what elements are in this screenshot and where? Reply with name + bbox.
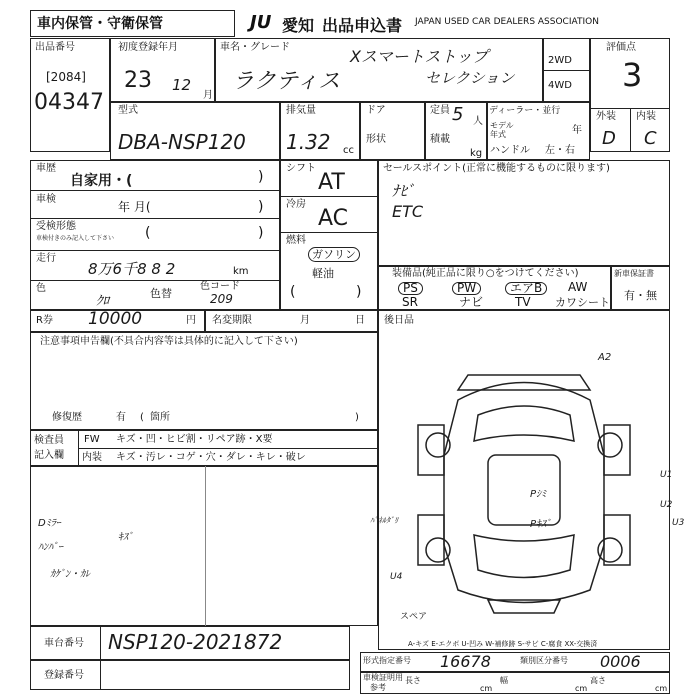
displacement-value: 1.32 [286,130,331,154]
rating-label: 評価点 [606,42,636,53]
storage-label: 車内保管・守衛保管 [37,16,163,32]
receive-label: 受検形態 [36,221,76,232]
recycle-value: 10000 [88,309,143,329]
org-name: 愛知 [282,16,315,35]
inspector-row1-head: FW [84,434,100,445]
name-change-day: 日 [355,315,365,326]
note-line2: ﾊﾝﾊﾟｰ [38,542,63,553]
displacement-label: 排気量 [286,105,316,116]
first-reg-month-unit: 月 [203,90,213,101]
shift-value: AT [318,170,345,195]
inspection-text: 年 月( [118,200,151,214]
name-change-month: 月 [300,315,310,326]
fuel-gas: ガソリン [308,247,360,262]
history-label: 車歴 [36,163,56,174]
displacement-unit: cc [343,145,354,156]
int-label: 内装 [636,111,656,122]
repair-place: 箇所 [150,412,170,423]
warranty-opts: 有・無 [624,289,657,302]
int-value: C [644,128,657,149]
spare-label: スペア [400,612,428,622]
car-grade-line1: Xスマートストップ [350,47,489,66]
capacity-unit: 人 [473,116,483,127]
capacity-value: 5 [452,104,464,125]
car-diagram [378,345,673,625]
drive-2wd: 2WD [548,55,572,66]
fuel-diesel: 軽油 [312,267,334,280]
note-line1: Dﾐﾗｰ [38,518,61,529]
car-name-label: 車名・グレード [220,42,290,53]
form-title: 出品申込書 [322,16,403,35]
capacity-label: 定員 [430,105,450,116]
storage-label-box [30,10,235,37]
equip-airbag: エアB [505,282,547,295]
lot-number: 04347 [34,90,104,115]
chassis-value: NSP120-2021872 [108,630,283,654]
inspector-label2: 記入欄 [34,450,64,461]
first-reg-year: 23 [124,68,152,93]
diagram-legend: A-キズ E-エクボ U-凹み W-補修跡 S-サビ C-腐食 XX-交換済 [408,640,598,648]
car-name-value: ラクティス [232,69,341,94]
body-size-label2: 参考 [370,683,386,692]
history-value: 自家用・( [70,173,133,189]
equipment-label: 装備品(純正品に限り○をつけてください) [392,268,579,279]
mark-u3: U3 [672,518,685,528]
fuel-paren-open: ( [290,284,296,300]
type-label1: 形式指定番号 [363,656,411,665]
receive-open: ( [145,225,151,241]
ju-logo: JU [250,12,272,33]
receive-close: ) [258,225,264,241]
first-reg-month: 12 [172,76,192,94]
inspection-close: ) [258,199,264,215]
history-close: ) [258,169,264,185]
model-label: 型式 [118,105,138,116]
type-value2: 0006 [600,652,641,671]
shift-label: シフト [286,163,316,174]
equip-pw: PW [452,282,481,295]
ac-label: 冷房 [286,199,306,210]
handle-label: ハンドル [490,145,530,156]
inspector-label1: 検査員 [34,435,64,446]
ext-label: 外装 [596,111,616,122]
model-year-label2: 年式 [490,130,506,139]
body-height-unit: cm [655,684,668,693]
first-reg-label: 初度登録年月 [118,42,178,53]
body-width: 幅 [500,676,508,685]
equip-sr: SR [402,295,418,309]
inspector-row2-head: 内装 [82,452,102,463]
drive-4wd: 4WD [548,80,572,91]
mark-u1: U1 [660,470,673,480]
repair-label: 修復歴 [52,412,82,423]
sales-label: セールスポイント(正常に機能するものに限ります) [383,163,610,174]
color-value: ｸﾛ [96,294,109,309]
model-value: DBA-NSP120 [118,130,246,154]
equip-aw: AW [568,280,588,294]
body-height: 高さ [590,676,606,685]
handle-opts: 左・右 [545,145,575,156]
color-code-label: 色コード [200,281,240,292]
chassis-label: 車台番号 [44,638,84,649]
mileage-unit: km [233,266,249,277]
note-line4: ｶｹﾞﾝ・ｶﾚ [50,569,90,580]
notes-label: 注意事項申告欄(不具合内容等は具体的に記入して下さい) [40,336,298,347]
year-unit: 年 [572,125,582,136]
type-value1: 16678 [440,652,491,671]
load-unit: kg [470,148,483,159]
equip-seat: カワシート [555,296,610,309]
mark-u4: U4 [390,572,403,582]
registration-label: 登録番号 [44,670,84,681]
repair-bracket-close: ) [355,412,359,423]
mileage-value: 8万6千8 8 2 [88,260,176,278]
mark-panel: ﾊﾟﾈﾙﾀﾞﾘ [370,516,398,525]
ac-value: AC [318,206,349,231]
equip-ps: PS [398,282,423,295]
recycle-label: R券 [36,315,53,326]
equip-tv: TV [515,295,531,309]
repair-bracket-open: ( [140,412,144,423]
model-year-label1: モデル [490,121,514,130]
inspector-notes-area [30,466,378,626]
fuel-label: 燃料 [286,235,306,246]
rating-value: 3 [622,56,643,94]
mark-u2: U2 [660,500,673,510]
dealer-label: ディーラー・並行 [489,106,561,116]
recycle-unit: 円 [186,315,196,326]
body-length-unit: cm [480,684,493,693]
inspection-label: 車検 [36,194,56,205]
mark-p-scratch: Pｷｽﾞ [530,519,552,530]
receive-note: 車検付きのみ記入して下さい [36,235,115,242]
car-grade-line2: セレクション [425,69,515,87]
sales-item1: ﾅﾋﾞ [392,182,415,200]
lot-sub-number: [2084] [46,70,86,84]
mark-p-stain: Pｼﾐ [530,489,547,500]
warranty-label: 新車保証書 [614,269,654,278]
mileage-label: 走行 [36,253,56,264]
body-width-unit: cm [575,684,588,693]
color-code-value: 209 [210,292,233,306]
shape-label: 形状 [366,134,386,145]
repair-value: 有 [116,412,126,423]
post-date-label: 後日品 [384,315,414,326]
lot-label: 出品番号 [35,42,75,53]
name-change-label: 名変期限 [212,315,252,326]
note-line3: ｷｽﾞ [118,532,133,543]
mark-a2: A2 [598,352,612,363]
equip-navi: ナビ [459,295,484,309]
doors-label: ドア [366,105,386,116]
inspector-row2-text: キズ・汚レ・コゲ・穴・ダレ・キレ・破レ [116,452,306,463]
ext-value: D [602,128,616,149]
inspector-row1-text: キズ・凹・ヒビ割・リペア跡・X要 [116,434,273,445]
body-length: 長さ [405,676,421,685]
org-english: JAPAN USED CAR DEALERS ASSOCIATION [415,17,599,27]
load-label: 積載 [430,134,450,145]
fuel-paren-close: ) [356,284,362,300]
sales-item2: ETC [392,202,424,221]
type-label2: 類別区分番号 [520,656,568,665]
body-size-label1: 車検証明用 [363,673,403,682]
color-change-label: 色替 [150,287,172,300]
color-label: 色 [36,283,46,294]
